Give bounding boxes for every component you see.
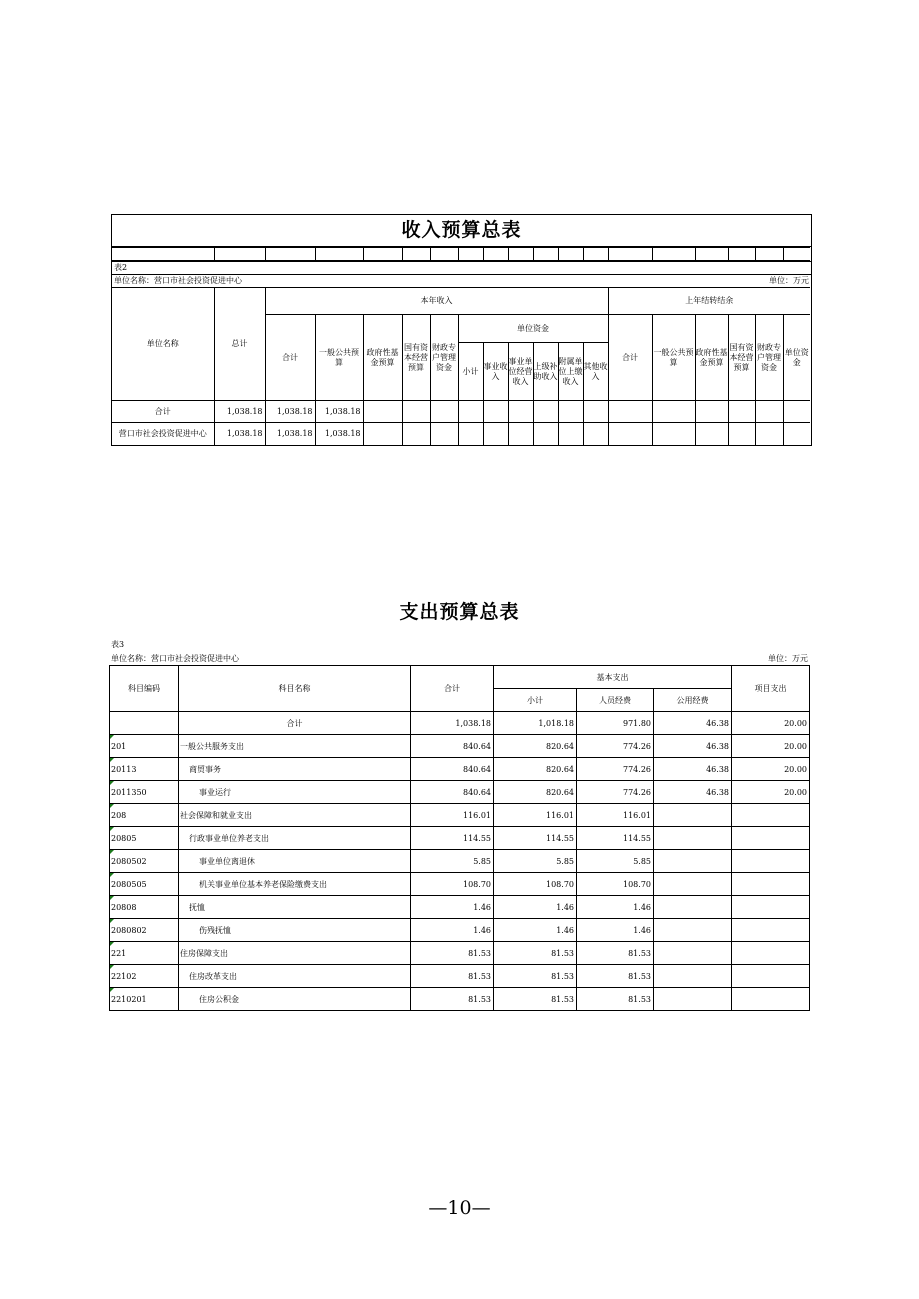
row-subtotal: 81.53 xyxy=(494,942,577,965)
row-name: 伤残抚恤 xyxy=(179,919,411,942)
row-subtotal: 116.01 xyxy=(494,804,577,827)
header-personnel: 人员经费 xyxy=(577,689,654,712)
table-row xyxy=(110,735,810,758)
row-name: 抚恤 xyxy=(179,896,411,919)
expenditure-table-title: 支出预算总表 xyxy=(399,601,520,623)
row-project xyxy=(732,965,810,988)
row-public xyxy=(654,873,732,896)
row-code: 2080802 xyxy=(110,919,179,942)
header-general-budget: 一般公共预算 xyxy=(315,315,363,401)
row-project xyxy=(732,942,810,965)
header-business-income: 事业收入 xyxy=(483,343,508,401)
row-total: 81.53 xyxy=(411,965,494,988)
row-total: 1,038.18 xyxy=(214,423,265,445)
row-subtotal: 820.64 xyxy=(494,735,577,758)
row-subtotal: 81.53 xyxy=(494,965,577,988)
row-project xyxy=(732,919,810,942)
row-project: 20.00 xyxy=(732,712,810,735)
row-heji: 1,038.18 xyxy=(265,401,315,423)
row-project xyxy=(732,896,810,919)
row-subtotal: 1.46 xyxy=(494,896,577,919)
row-total: 114.55 xyxy=(411,827,494,850)
header-subtotal: 小计 xyxy=(458,343,483,401)
row-personnel: 81.53 xyxy=(577,942,654,965)
row-personnel: 108.70 xyxy=(577,873,654,896)
table-row xyxy=(110,850,810,873)
table-row xyxy=(110,896,810,919)
header-ly-gov-fund: 政府性基金预算 xyxy=(695,315,728,401)
row-personnel: 774.26 xyxy=(577,758,654,781)
row-name: 合计 xyxy=(179,712,411,735)
row-total: 81.53 xyxy=(411,942,494,965)
header-ly-heji: 合计 xyxy=(608,315,652,401)
row-name: 营口市社会投资促进中心 xyxy=(112,423,214,445)
expenditure-unit: 单位：万元 xyxy=(768,654,808,663)
row-total: 116.01 xyxy=(411,804,494,827)
header-unit-funds: 单位资金 xyxy=(458,315,608,343)
row-total: 840.64 xyxy=(411,735,494,758)
table-row xyxy=(110,873,810,896)
table-row xyxy=(110,758,810,781)
row-project: 20.00 xyxy=(732,758,810,781)
row-subtotal: 820.64 xyxy=(494,781,577,804)
row-project xyxy=(732,804,810,827)
row-personnel: 116.01 xyxy=(577,804,654,827)
row-public xyxy=(654,804,732,827)
row-total: 108.70 xyxy=(411,873,494,896)
header-state-capital: 国有资本经营预算 xyxy=(402,315,430,401)
table-row xyxy=(110,804,810,827)
header-heji: 合计 xyxy=(265,315,315,401)
row-public: 46.38 xyxy=(654,781,732,804)
row-personnel: 81.53 xyxy=(577,988,654,1011)
income-empty-grid xyxy=(112,247,810,261)
row-name: 住房改革支出 xyxy=(179,965,411,988)
row-subtotal: 820.64 xyxy=(494,758,577,781)
row-public: 46.38 xyxy=(654,758,732,781)
row-general: 1,038.18 xyxy=(315,401,363,423)
row-total: 1.46 xyxy=(411,919,494,942)
row-code: 20808 xyxy=(110,896,179,919)
row-name: 住房保障支出 xyxy=(179,942,411,965)
row-subtotal: 1,018.18 xyxy=(494,712,577,735)
row-project xyxy=(732,873,810,896)
row-subtotal: 1.46 xyxy=(494,919,577,942)
row-public: 46.38 xyxy=(654,735,732,758)
table-row xyxy=(110,942,810,965)
row-total: 1,038.18 xyxy=(411,712,494,735)
header-code: 科目编码 xyxy=(110,666,179,712)
row-public: 46.38 xyxy=(654,712,732,735)
row-total: 840.64 xyxy=(411,758,494,781)
table-row xyxy=(110,919,810,942)
income-budget-table xyxy=(111,214,812,446)
row-total: 5.85 xyxy=(411,850,494,873)
header-ly-state-capital: 国有资本经营预算 xyxy=(728,315,755,401)
income-table-title: 收入预算总表 xyxy=(112,215,811,247)
row-public xyxy=(654,988,732,1011)
row-subtotal: 81.53 xyxy=(494,988,577,1011)
row-public xyxy=(654,942,732,965)
row-personnel: 114.55 xyxy=(577,827,654,850)
header-basic-expenditure: 基本支出 xyxy=(494,666,732,689)
header-this-year-income: 本年收入 xyxy=(265,288,608,315)
header-other-income: 其他收入 xyxy=(583,343,608,401)
row-general: 1,038.18 xyxy=(315,423,363,445)
header-unit-name: 单位名称 xyxy=(112,288,214,401)
row-name: 社会保障和就业支出 xyxy=(179,804,411,827)
row-name: 一般公共服务支出 xyxy=(179,735,411,758)
row-code: 208 xyxy=(110,804,179,827)
row-personnel: 774.26 xyxy=(577,781,654,804)
income-unit-line xyxy=(112,274,811,287)
header-superior-subsidy: 上级补助收入 xyxy=(533,343,558,401)
row-personnel: 774.26 xyxy=(577,735,654,758)
row-personnel: 971.80 xyxy=(577,712,654,735)
expenditure-unit-name: 单位名称：营口市社会投资促进中心 xyxy=(111,654,239,663)
row-name: 商贸事务 xyxy=(179,758,411,781)
row-project xyxy=(732,827,810,850)
table-row xyxy=(112,401,810,423)
header-fiscal-special: 财政专户管理资金 xyxy=(430,315,458,401)
expenditure-table-number: 表3 xyxy=(111,640,125,649)
table-row xyxy=(110,988,810,1011)
row-name: 事业单位离退休 xyxy=(179,850,411,873)
row-code: 201 xyxy=(110,735,179,758)
row-project xyxy=(732,850,810,873)
row-name: 行政事业单位养老支出 xyxy=(179,827,411,850)
income-main-table xyxy=(112,287,810,445)
income-table-number: 表2 xyxy=(112,261,811,274)
row-personnel: 81.53 xyxy=(577,965,654,988)
row-code: 2210201 xyxy=(110,988,179,1011)
table-row xyxy=(110,712,810,735)
expenditure-budget-table xyxy=(109,665,810,1011)
row-name: 机关事业单位基本养老保险缴费支出 xyxy=(179,873,411,896)
row-name: 住房公积金 xyxy=(179,988,411,1011)
row-project: 20.00 xyxy=(732,781,810,804)
header-total: 合计 xyxy=(411,666,494,712)
row-name: 合计 xyxy=(112,401,214,423)
row-public xyxy=(654,827,732,850)
row-name: 事业运行 xyxy=(179,781,411,804)
row-personnel: 1.46 xyxy=(577,896,654,919)
table-row xyxy=(110,827,810,850)
row-personnel: 5.85 xyxy=(577,850,654,873)
row-code: 2080505 xyxy=(110,873,179,896)
row-code: 20805 xyxy=(110,827,179,850)
header-affiliated-income: 附属单位上缴收入 xyxy=(558,343,583,401)
expenditure-unit-line xyxy=(111,653,808,664)
header-ly-general-budget: 一般公共预算 xyxy=(652,315,695,401)
row-code xyxy=(110,712,179,735)
row-public xyxy=(654,850,732,873)
row-public xyxy=(654,919,732,942)
row-public xyxy=(654,896,732,919)
row-total: 81.53 xyxy=(411,988,494,1011)
row-public xyxy=(654,965,732,988)
row-subtotal: 114.55 xyxy=(494,827,577,850)
row-code: 2080502 xyxy=(110,850,179,873)
row-total: 840.64 xyxy=(411,781,494,804)
row-total: 1,038.18 xyxy=(214,401,265,423)
row-subtotal: 5.85 xyxy=(494,850,577,873)
table-row xyxy=(112,423,810,445)
row-project xyxy=(732,988,810,1011)
page-number: —10— xyxy=(428,1197,491,1219)
header-name: 科目名称 xyxy=(179,666,411,712)
row-code: 221 xyxy=(110,942,179,965)
row-code: 2011350 xyxy=(110,781,179,804)
header-project-expenditure: 项目支出 xyxy=(732,666,810,712)
header-total: 总计 xyxy=(214,288,265,401)
header-ly-fiscal-special: 财政专户管理资金 xyxy=(755,315,783,401)
income-unit: 单位：万元 xyxy=(769,276,809,285)
row-code: 20113 xyxy=(110,758,179,781)
row-project: 20.00 xyxy=(732,735,810,758)
header-subtotal: 小计 xyxy=(494,689,577,712)
row-total: 1.46 xyxy=(411,896,494,919)
row-code: 22102 xyxy=(110,965,179,988)
row-subtotal: 108.70 xyxy=(494,873,577,896)
income-unit-name: 单位名称：营口市社会投资促进中心 xyxy=(114,276,242,285)
header-public: 公用经费 xyxy=(654,689,732,712)
row-personnel: 1.46 xyxy=(577,919,654,942)
header-operating-income: 事业单位经营收入 xyxy=(508,343,533,401)
header-gov-fund: 政府性基金预算 xyxy=(363,315,402,401)
table-row xyxy=(110,781,810,804)
header-ly-unit-funds: 单位资金 xyxy=(783,315,810,401)
header-last-year-carryover: 上年结转结余 xyxy=(608,288,810,315)
table-row xyxy=(110,965,810,988)
row-heji: 1,038.18 xyxy=(265,423,315,445)
